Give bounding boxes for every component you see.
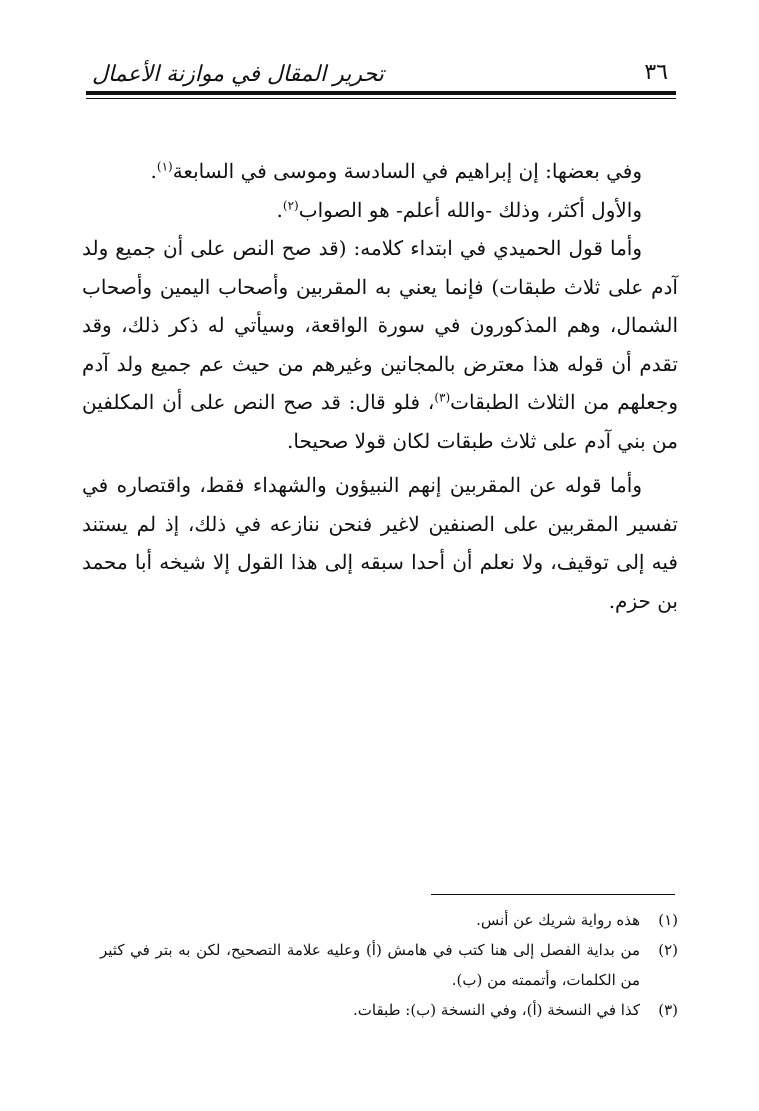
paragraph-4-text: وأما قوله عن المقربين إنهم النبيؤون والشهداء فقط، واقتصاره في تفسير المقربين على الصنفين لاغير فنحن ننازعه في ذلك، إذ لم يستند فيه إلى توقيف، ولا نعلم أن أحدا سبقه إلى هذا القول إلا شيخه أبا محمد بن حزم.: [82, 473, 678, 613]
paragraph-2: [82, 191, 678, 230]
footnote-ref-2: (٢): [282, 197, 299, 212]
header-rule-thin: [86, 98, 676, 99]
footnote-text-3: كذا في النسخة (أ)، وفي النسخة (ب): طبقات.: [353, 1001, 640, 1019]
footnote-marker-1: (١): [658, 911, 678, 929]
footnote-ref-3: (٣): [434, 390, 451, 405]
page-header: [86, 58, 676, 92]
footnote-marker-2: (٢): [658, 941, 678, 959]
footnote-text-2: من بداية الفصل إلى هنا كتب في هامش (أ) وعليه علامة التصحيح، لكن به بتر في كثير من الكلمات، وأتممته من (ب).: [100, 941, 640, 989]
paragraph-3: [82, 229, 678, 460]
paragraph-4: [82, 466, 678, 620]
paragraph-2-text: والأول أكثر، وذلك -والله أعلم- هو الصواب: [298, 197, 642, 222]
footnote-marker-3: (٣): [658, 1001, 678, 1019]
running-title: تحرير المقال في موازنة الأعمال: [92, 62, 384, 87]
paragraph-2-end: .: [276, 197, 283, 222]
main-text: [82, 152, 678, 620]
footnote-1: [100, 905, 678, 935]
footnote-3: [100, 995, 678, 1025]
page-number: ٣٦: [644, 60, 668, 85]
paragraph-1-text: وفي بعضها: إن إبراهيم في السادسة وموسى في السابعة: [172, 159, 642, 183]
footnote-text-1: هذه رواية شريك عن أنس.: [476, 911, 640, 929]
paragraph-3-text-a: وأما قول الحميدي في ابتداء كلامه: (قد صح النص على أن جميع ولد آدم على ثلاث طبقات) فإنما يعني به المقربين وأصحاب اليمين وأصحاب الشمال، وهم المذكورون في سورة الواقعة، وسيأتي له ذكر ذلك، وقد تقدم أن قوله هذا معترض بالمجانين وغيرهم من حيث عم جميع ولد آدم وجعلهم من الثلاث الطبقات: [82, 236, 678, 414]
footnote-separator: [431, 894, 675, 895]
paragraph-1: [82, 152, 678, 191]
header-rule-thick: [86, 91, 676, 95]
footnote-ref-1: (١): [156, 159, 173, 174]
footnote-2: [100, 935, 678, 995]
paragraph-1-end: .: [150, 159, 157, 183]
footnotes: [100, 905, 678, 1025]
paragraph-3-text-b: ، فلو قال: قد صح النص على أن المكلفين من بني آدم على ثلاث طبقات لكان قولا صحيحا.: [82, 390, 678, 453]
